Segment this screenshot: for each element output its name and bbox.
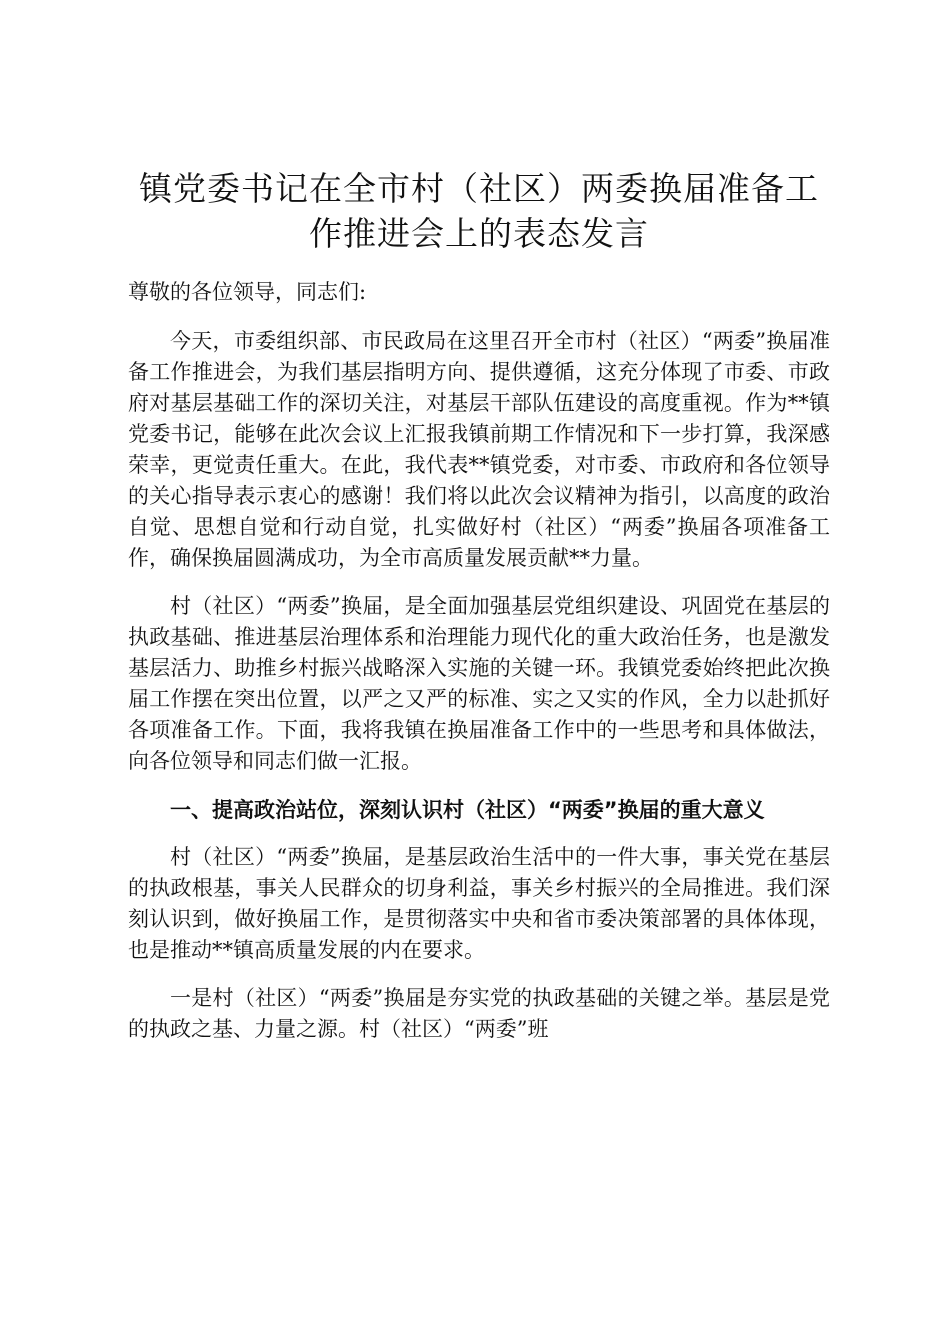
section-heading-1: 一、提高政治站位，深刻认识村（社区）“两委”换届的重大意义 xyxy=(170,798,765,822)
document-page xyxy=(128,166,830,1062)
salutation: 尊敬的各位领导，同志们: xyxy=(128,280,367,304)
document-title: 镇党委书记在全市村（社区）两委换届准备工作推进会上的表态发言 xyxy=(139,169,819,253)
paragraph-opening: 今天，市委组织部、市民政局在这里召开全市村（社区）“两委”换届准备工作推进会，为我们基层指明方向、提供遵循，这充分体现了市委、市政府对基层基础工作的深切关注，对基层干部队伍建设的高度重视。作为**镇党委书记，能够在此次会议上汇报我镇前期工作情况和下一步打算，我深感荣幸，更觉责任重大。在此，我代表**镇党委，对市委、市政府和各位领导的关心指导表示衷心的感谢！我们将以此次会议精神为指引，以高度的政治自觉、思想自觉和行动自觉，扎实做好村（社区）“两委”换届各项准备工作，确保换届圆满成功，为全市高质量发展贡献**力量。 xyxy=(128,329,830,570)
paragraph-significance: 村（社区）“两委”换届，是全面加强基层党组织建设、巩固党在基层的执政基础、推进基层治理体系和治理能力现代化的重大政治任务，也是激发基层活力、助推乡村振兴战略深入实施的关键一环。我镇党委始终把此次换届工作摆在突出位置，以严之又严的标准、实之又实的作风，全力以赴抓好各项准备工作。下面，我将我镇在换届准备工作中的一些思考和具体做法，向各位领导和同志们做一汇报。 xyxy=(128,594,830,773)
paragraph-section-1: 村（社区）“两委”换届，是基层政治生活中的一件大事，事关党在基层的执政根基，事关人民群众的切身利益，事关乡村振兴的全局推进。我们深刻认识到，做好换届工作，是贯彻落实中央和省市委决策部署的具体体现，也是推动**镇高质量发展的内在要求。 xyxy=(128,845,830,962)
paragraph-point-1: 一是村（社区）“两委”换届是夯实党的执政基础的关键之举。基层是党的执政之基、力量之源。村（社区）“两委”班 xyxy=(128,986,830,1041)
